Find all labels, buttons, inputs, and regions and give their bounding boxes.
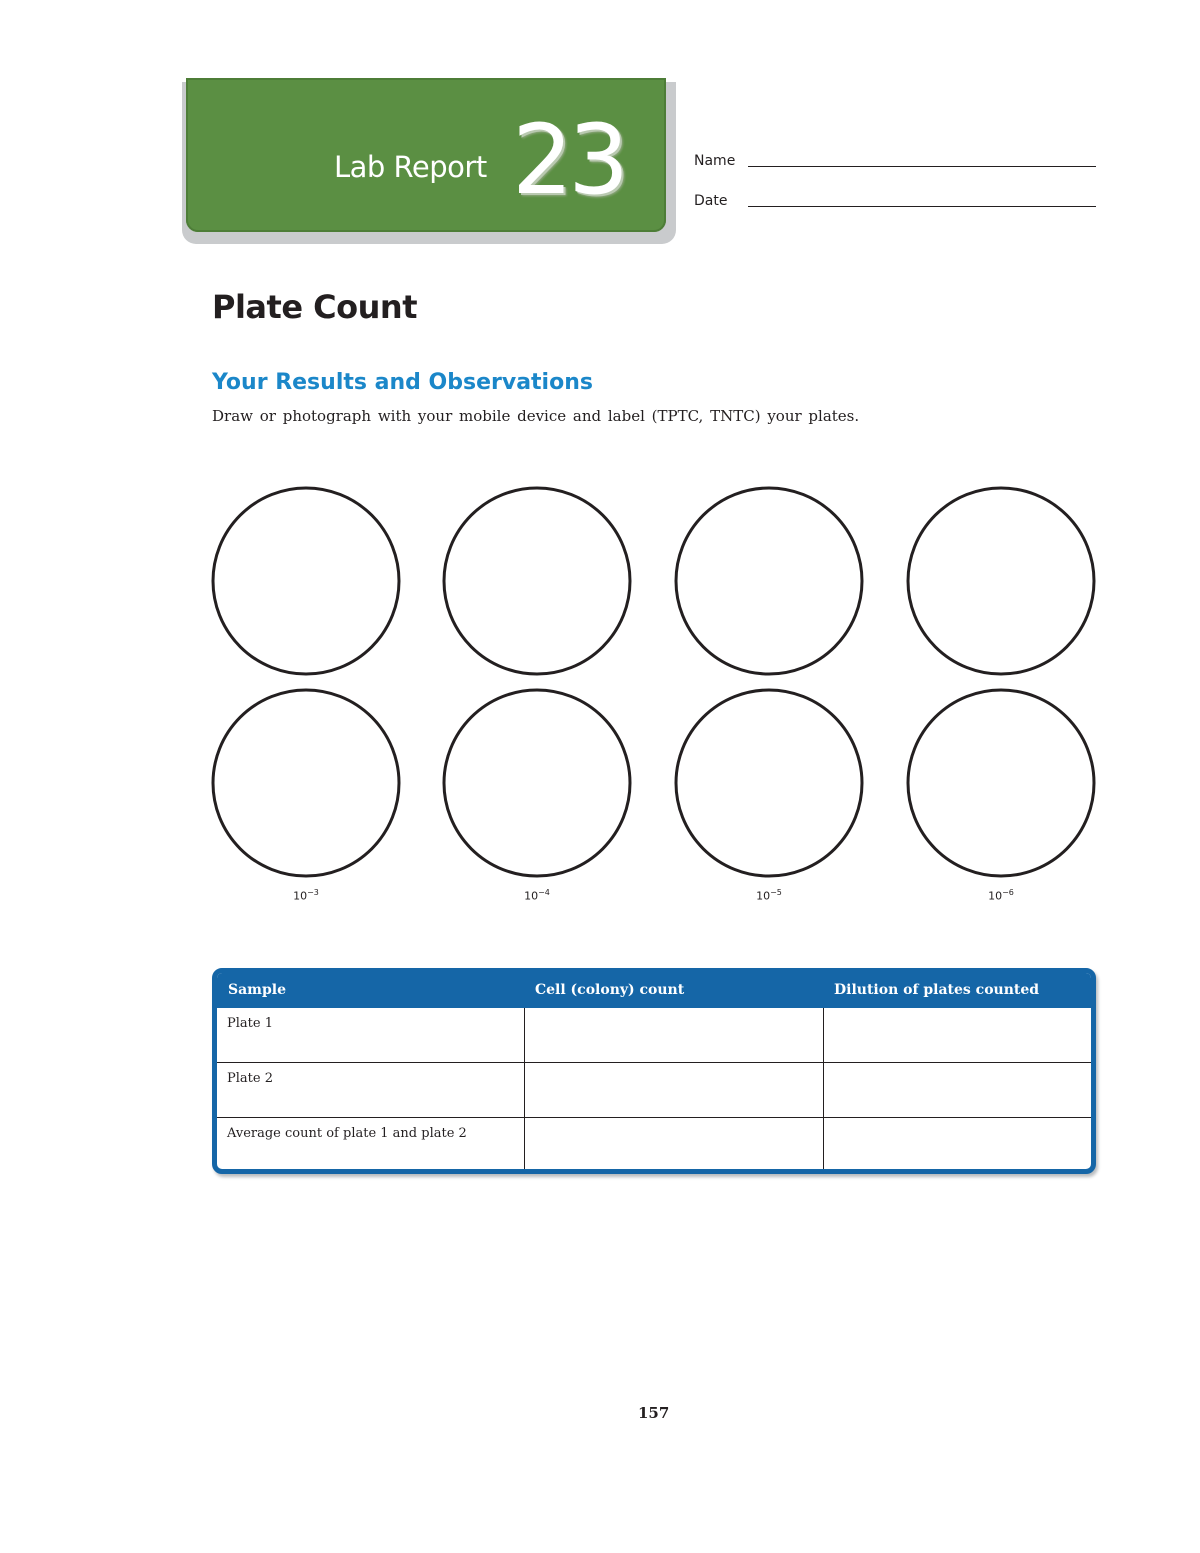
date-label: Date: [694, 193, 728, 209]
lab-report-label: Lab Report: [334, 150, 487, 184]
table-row: [217, 1118, 1091, 1173]
column-header-count: Cell (colony) count: [524, 973, 823, 1008]
lab-report-number: 23: [512, 104, 625, 216]
dilution-label-1: $10^{-3}$: [293, 888, 319, 903]
page-number: 157: [638, 1404, 670, 1422]
count-cell[interactable]: [524, 1063, 823, 1118]
plate-circle[interactable]: [676, 690, 862, 876]
plate-row-2: [213, 690, 1094, 876]
dilution-label-4: $10^{-6}$: [988, 888, 1014, 903]
count-cell[interactable]: [524, 1118, 823, 1173]
sample-cell: Average count of plate 1 and plate 2: [217, 1118, 524, 1173]
plate-circle[interactable]: [444, 488, 630, 674]
date-field[interactable]: [748, 206, 1096, 207]
count-cell[interactable]: [524, 1008, 823, 1063]
section-heading: Your Results and Observations: [212, 370, 593, 395]
plate-row-1: [213, 488, 1094, 674]
plate-circle[interactable]: [444, 690, 630, 876]
table-row: [217, 1008, 1091, 1063]
dilution-label-3: $10^{-5}$: [756, 888, 782, 903]
dilution-label-2: $10^{-4}$: [524, 888, 550, 903]
plate-circle[interactable]: [213, 690, 399, 876]
sample-cell: Plate 1: [217, 1008, 524, 1063]
dilution-cell[interactable]: [823, 1118, 1091, 1173]
page-title: Plate Count: [212, 288, 417, 326]
dilution-cell[interactable]: [823, 1008, 1091, 1063]
dilution-cell[interactable]: [823, 1063, 1091, 1118]
plate-circle[interactable]: [908, 488, 1094, 674]
plate-circle[interactable]: [908, 690, 1094, 876]
plate-circle[interactable]: [213, 488, 399, 674]
table-header-row: [217, 973, 1091, 1008]
name-field[interactable]: [748, 166, 1096, 167]
name-label: Name: [694, 153, 736, 169]
column-header-sample: Sample: [217, 973, 524, 1008]
column-header-dilution: Dilution of plates counted: [823, 973, 1091, 1008]
sample-cell: Plate 2: [217, 1063, 524, 1118]
table-row: [217, 1063, 1091, 1118]
instruction-text: Draw or photograph with your mobile device and label (TPTC, TNTC) your plates.: [212, 407, 860, 425]
plate-circle[interactable]: [676, 488, 862, 674]
plates-drawing-area: [200, 476, 1110, 896]
results-table: [212, 968, 1096, 1174]
